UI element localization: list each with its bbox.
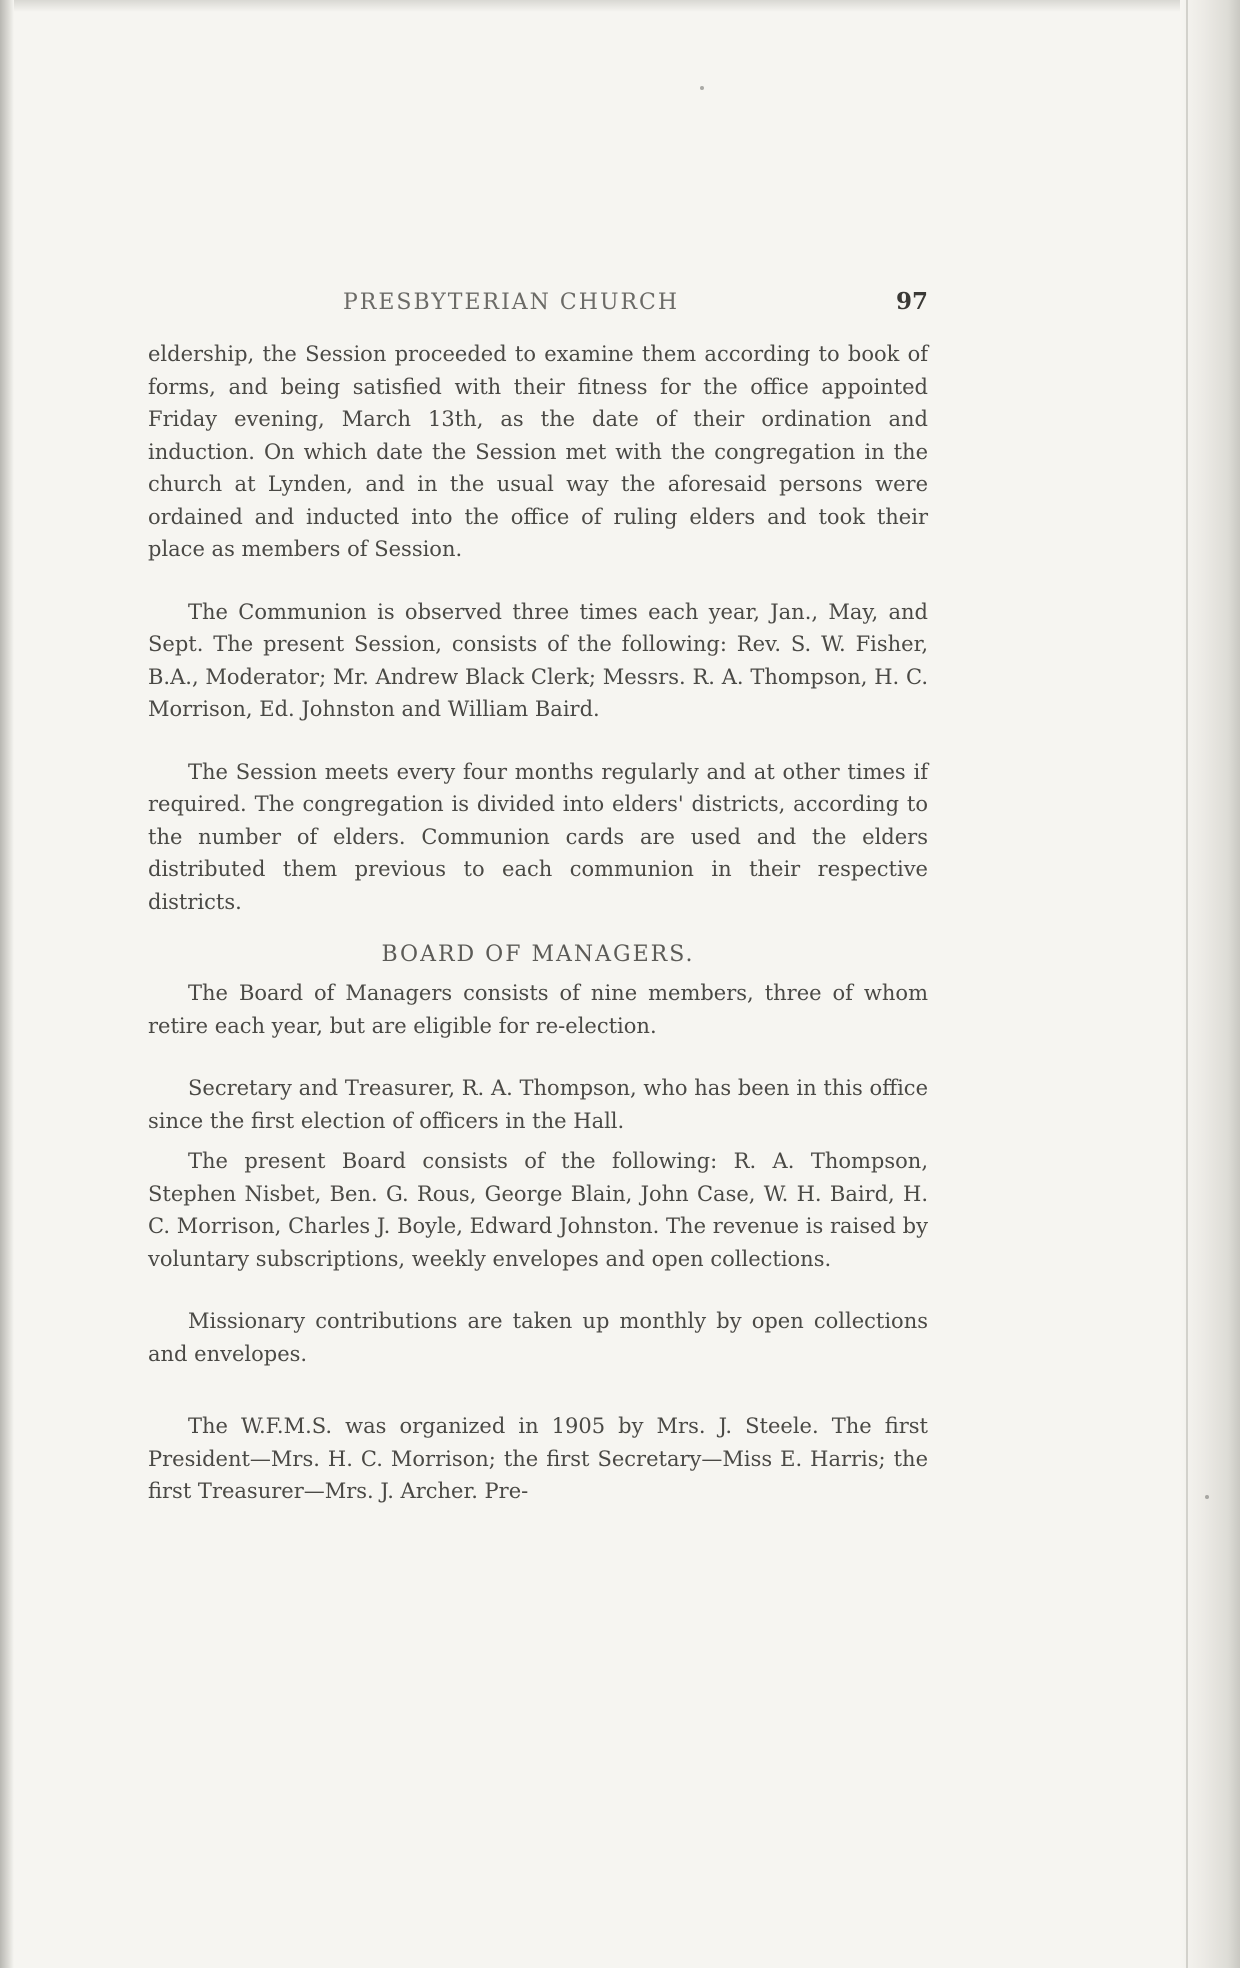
paragraph-present-board: The present Board consists of the following: R. A. Thompson, Stephen Nisbet, Ben. G. Rous, George Blain, John Case, W. H. Baird, H. C. Morrison, Charles J. Boyle, Edward Johnston. The revenue is raised by voluntary subscriptions, weekly envelopes and open collections.	[148, 1149, 928, 1271]
page-top-edge	[0, 0, 1240, 12]
gutter-line	[1186, 0, 1188, 1968]
running-title: PRESBYTERIAN CHURCH	[343, 290, 680, 315]
running-head	[148, 290, 928, 330]
paragraph-communion: The Communion is observed three times each year, Jan., May, and Sept. The present Session, consists of the following: Rev. S. W. Fisher, B.A., Moderator; Mr. Andrew Black Clerk; Messrs. R. A. Thompson, H. C. Morrison, Ed. Johnston and William Baird.	[148, 599, 928, 721]
page-number: 97	[895, 288, 928, 315]
paragraph-secretary-treasurer: Secretary and Treasurer, R. A. Thompson, who has been in this office since the first election of officers in the Hall.	[148, 1076, 928, 1133]
paragraph-board-members: The Board of Managers consists of nine members, three of whom retire each year, but are eligible for re-election.	[148, 981, 928, 1038]
paragraph-eldership: eldership, the Session proceeded to examine them according to book of forms, and being satisfied with their fitness for the office appointed Friday evening, March 13th, as the date of their ordination and induction. On which date the Session met with the congregation in the church at Lynden, and in the usual way the aforesaid persons were ordained and inducted into the office of ruling elders and took their place as members of Session.	[148, 342, 928, 561]
paragraph-wfms: The W.F.M.S. was organized in 1905 by Mrs. J. Steele. The first President—Mrs. H. C. Morrison; the first Secretary—Miss E. Harris; the first Treasurer—Mrs. J. Archer. Pre-	[148, 1414, 928, 1503]
scan-speck	[1205, 1495, 1209, 1499]
page-body	[148, 290, 928, 1508]
binding-shadow	[1180, 0, 1240, 1968]
scan-speck	[700, 86, 704, 90]
paragraph-session-meets: The Session meets every four months regularly and at other times if required. The congregation is divided into elders' districts, according to the number of elders. Communion cards are used and the elders distributed them previous to each communion in their respective districts.	[148, 759, 928, 914]
page-left-edge	[0, 0, 14, 1968]
paragraph-missionary: Missionary contributions are taken up monthly by open collections and envelopes.	[148, 1309, 928, 1366]
section-heading: BOARD OF MANAGERS.	[381, 942, 695, 967]
